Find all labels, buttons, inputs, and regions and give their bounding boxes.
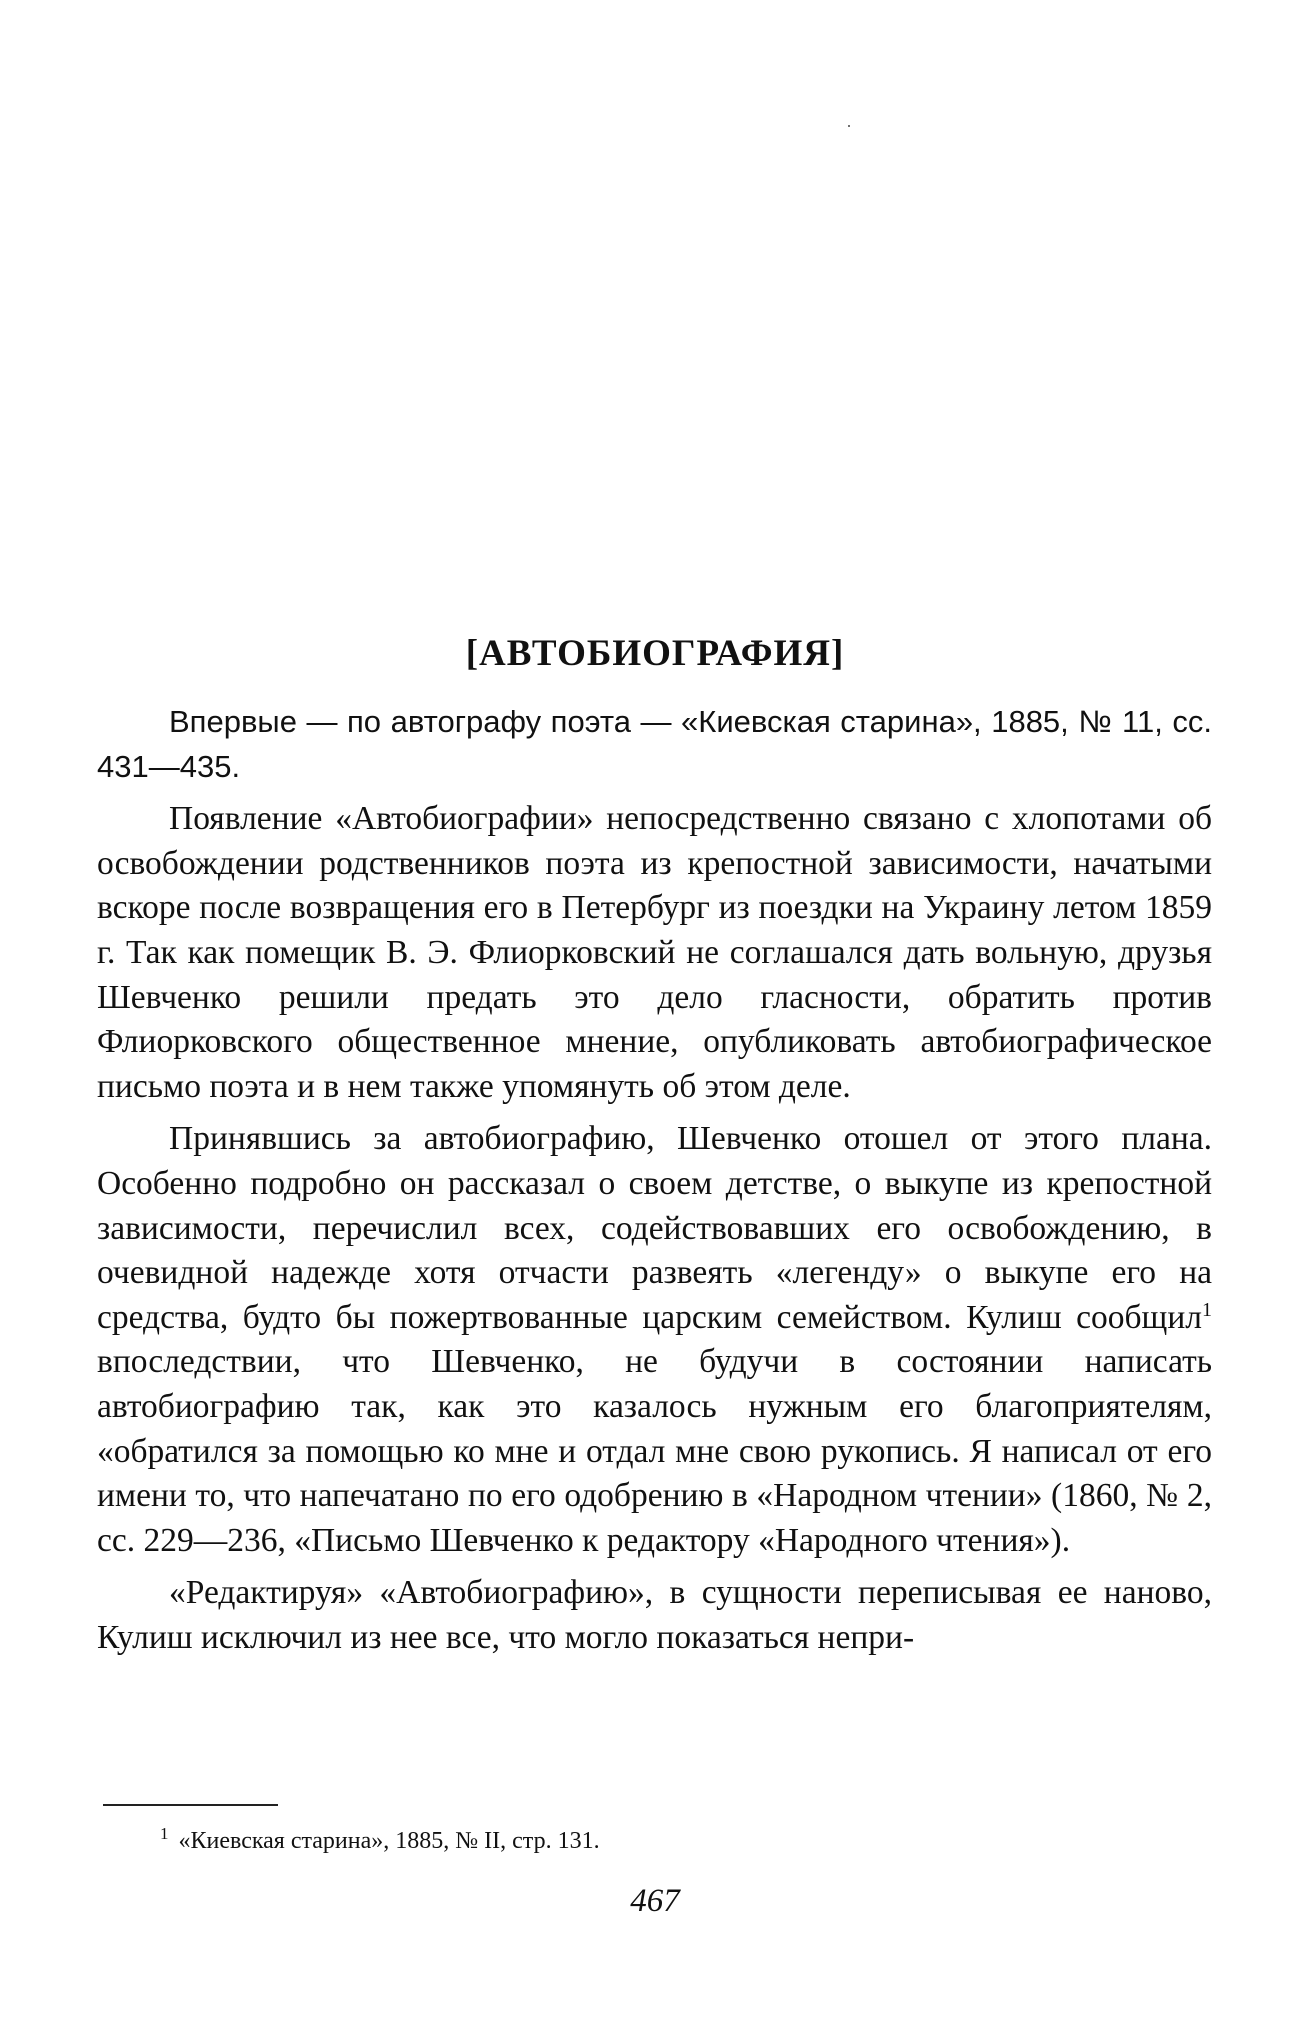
footnote-mark: 1 — [160, 1824, 169, 1843]
paragraph-origin: Появление «Автобиографии» непосредственно связано с хлопотами об освобождении родственников поэта из крепостной зависимости, начатыми вскоре после возвращения его в Петербург из поездки на Украину летом 1859 г. Так как помещик В. Э. Флиорковский не соглашался дать вольную, друзья Шевченко решили предать это дело гласности, обратить против Флиорковского общественное мнение, опубликовать автобиографическое письмо поэта и в нем также упомянуть об этом деле. — [97, 800, 1212, 1105]
paragraph-writing-part-1: Принявшись за автобиографию, Шевченко отошел от этого плана. Особенно подробно он рассказал о своем детстве, о выкупе из крепостной зависимости, перечислил всех, содействовавших его освобождению, в очевидной надежде хотя отчасти развеять «легенду» о выкупе его на средства, будто бы пожертвованные царским семейством. Кулиш сообщил — [97, 1120, 1212, 1336]
footnote-text: «Киевская старина», 1885, № II, стр. 131. — [178, 1828, 600, 1854]
paragraph-writing — [97, 1117, 1212, 1563]
page-title: [АВТОБИОГРАФИЯ] — [465, 633, 845, 674]
paragraph-writing-part-2: впоследствии, что Шевченко, не будучи в состоянии написать автобиографию так, как это казалось нужным его благоприятелям, «обратился за помощью ко мне и отдал мне свою рукопись. Я написал от его имени то, что напечатано по его одобрению в «Народном чтении» (1860, № 2, сс. 229—236, «Письмо Шевченко к редактору «Народного чтения»). — [97, 1343, 1212, 1559]
commentary-body — [97, 700, 1212, 1668]
paragraph-first-publication: Впервые — по автографу поэта — «Киевская старина», 1885, № 11, сс. 431—435. — [97, 704, 1212, 784]
scan-speck — [848, 125, 850, 127]
footnote — [160, 1826, 600, 1856]
paragraph-editing: «Редактируя» «Автобиографию», в сущности переписывая ее наново, Кулиш исключил из нее все, что могло показаться непри- — [97, 1574, 1212, 1656]
page-number: 467 — [630, 1883, 680, 1919]
footnote-divider — [103, 1804, 278, 1806]
footnote-reference: 1 — [1202, 1298, 1212, 1321]
